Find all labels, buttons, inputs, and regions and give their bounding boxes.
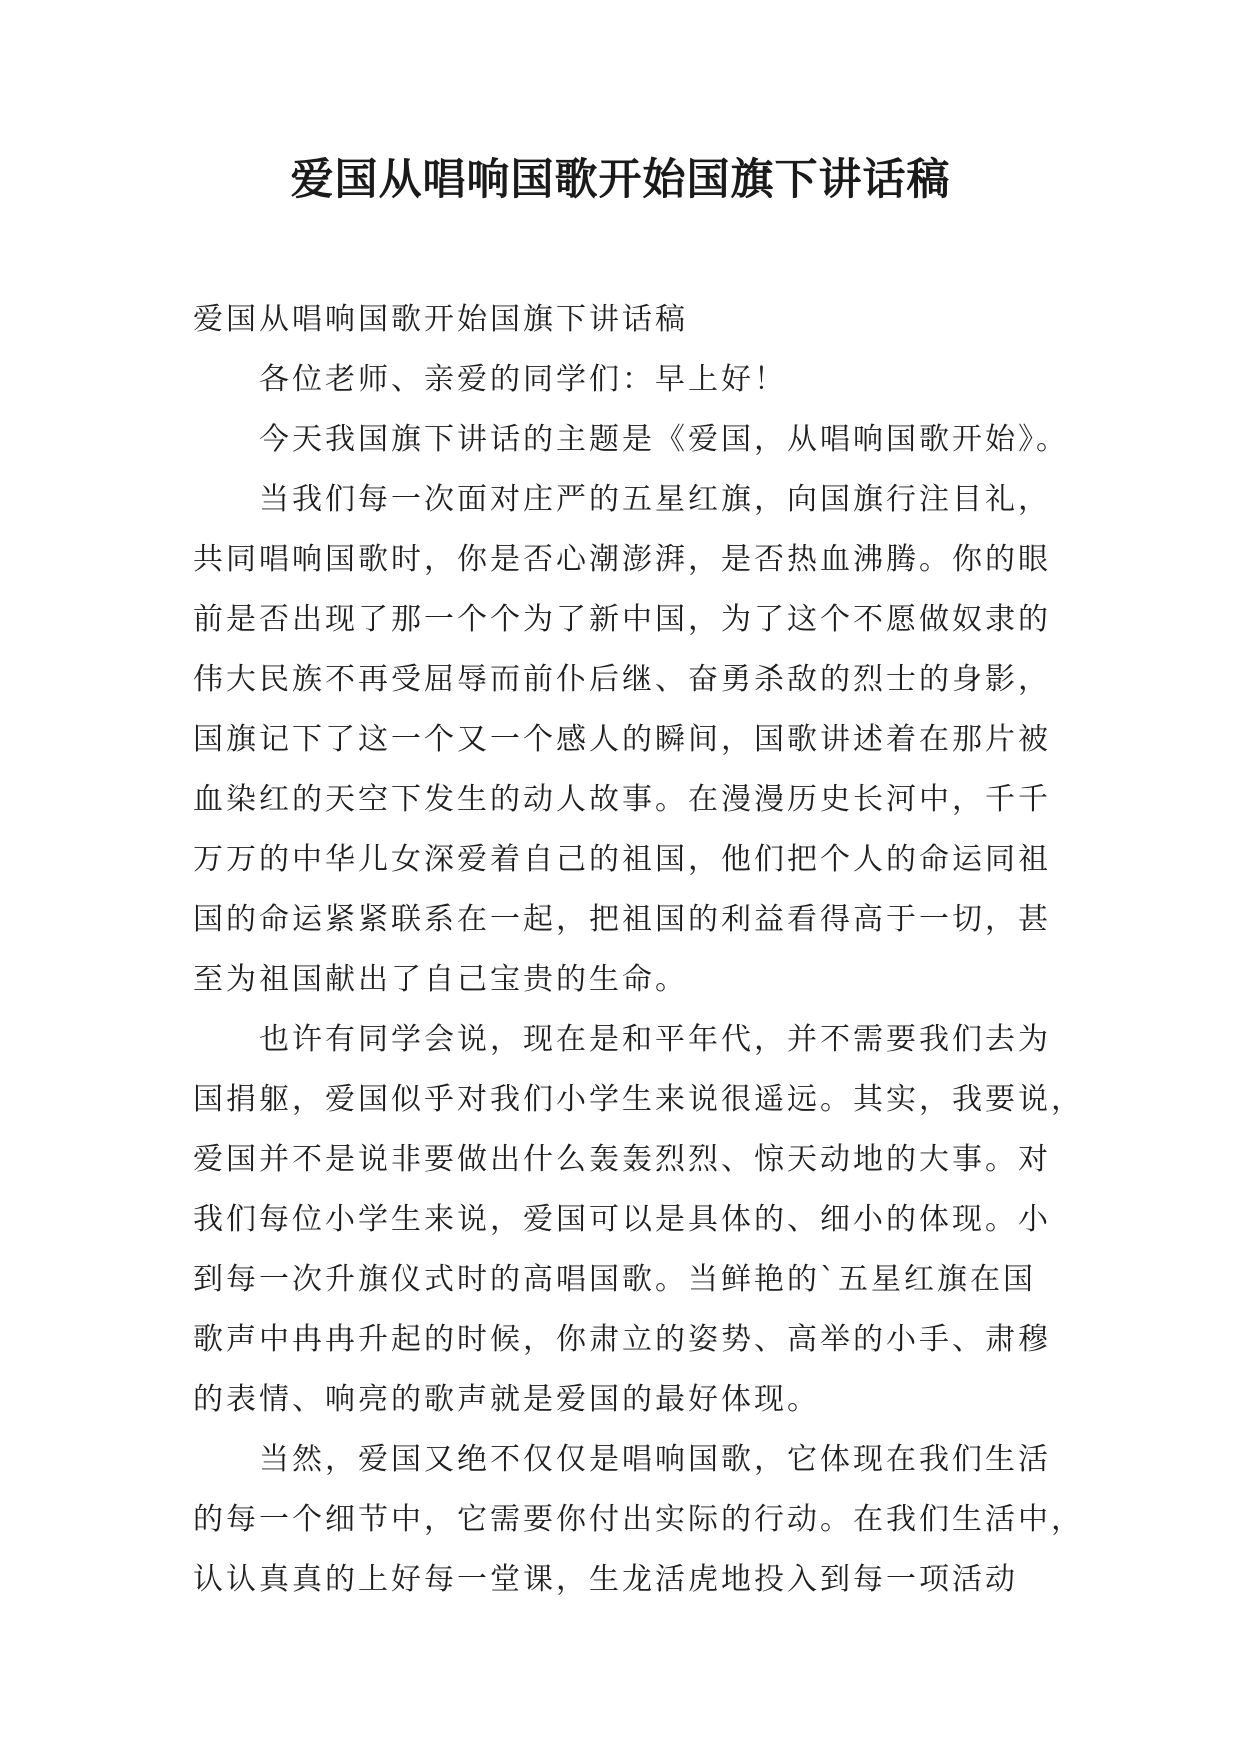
text-line: 各位老师、亲爱的同学们：早上好！	[259, 362, 787, 397]
text-line: 的每一个细节中，它需要你付出实际的行动。在我们生活中，	[193, 1502, 1084, 1537]
text-line: 当然，爱国又绝不仅仅是唱响国歌，它体现在我们生活	[259, 1442, 1051, 1477]
text-line: 至为祖国献出了自己宝贵的生命。	[193, 962, 688, 997]
text-line: 前是否出现了那一个个为了新中国，为了这个不愿做奴隶的	[193, 602, 1051, 637]
text-line: 的表情、响亮的歌声就是爱国的最好体现。	[193, 1382, 820, 1417]
text-line: 爱国从唱响国歌开始国旗下讲话稿	[193, 302, 688, 337]
text-line: 我们每位小学生来说，爱国可以是具体的、细小的体现。小	[193, 1202, 1051, 1237]
text-line: 国的命运紧紧联系在一起，把祖国的利益看得高于一切，甚	[193, 902, 1051, 937]
text-line: 认认真真的上好每一堂课，生龙活虎地投入到每一项活动	[193, 1562, 1018, 1597]
text-line: 伟大民族不再受屈辱而前仆后继、奋勇杀敌的烈士的身影，	[193, 662, 1051, 697]
text-line: 当我们每一次面对庄严的五星红旗，向国旗行注目礼，	[259, 482, 1051, 517]
text-line: 爱国并不是说非要做出什么轰轰烈烈、惊天动地的大事。对	[193, 1142, 1051, 1177]
text-line: 歌声中冉冉升起的时候，你肃立的姿势、高举的小手、肃穆	[193, 1322, 1051, 1357]
text-line: 血染红的天空下发生的动人故事。在漫漫历史长河中，千千	[193, 782, 1051, 817]
document-title: 爱国从唱响国歌开始国旗下讲话稿	[290, 155, 951, 205]
text-line: 国捐躯，爱国似乎对我们小学生来说很遥远。其实，我要说，	[193, 1082, 1084, 1117]
text-line: 也许有同学会说，现在是和平年代，并不需要我们去为	[259, 1022, 1051, 1057]
text-line: 国旗记下了这一个又一个感人的瞬间，国歌讲述着在那片被	[193, 722, 1051, 757]
text-line: 共同唱响国歌时，你是否心潮澎湃，是否热血沸腾。你的眼	[193, 542, 1051, 577]
document-body	[193, 290, 1084, 1610]
text-line: 万万的中华儿女深爱着自己的祖国，他们把个人的命运同祖	[193, 842, 1051, 877]
text-line: 到每一次升旗仪式时的高唱国歌。当鲜艳的`五星红旗在国	[193, 1262, 1036, 1297]
text-line: 今天我国旗下讲话的主题是《爱国，从唱响国歌开始》。	[259, 422, 1069, 457]
